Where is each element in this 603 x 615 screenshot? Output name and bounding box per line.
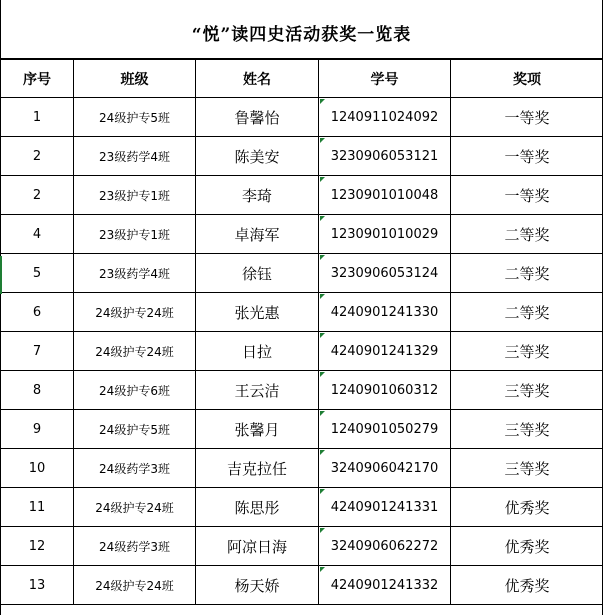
name-cell[interactable]: 阿凉日海 (196, 527, 319, 566)
table-body (1, 98, 603, 605)
table-row (1, 98, 603, 137)
student-id-cell[interactable]: 4240901241331 (319, 488, 451, 527)
award-cell[interactable]: 三等奖 (451, 332, 603, 371)
student-id-cell[interactable]: 1240901060312 (319, 371, 451, 410)
award-cell[interactable]: 二等奖 (451, 254, 603, 293)
awards-table (0, 59, 603, 605)
seq-cell[interactable]: 8 (1, 371, 74, 410)
award-cell[interactable]: 三等奖 (451, 371, 603, 410)
name-cell[interactable]: 陈思彤 (196, 488, 319, 527)
header-name[interactable]: 姓名 (196, 60, 319, 98)
seq-cell[interactable]: 9 (1, 410, 74, 449)
student-id-cell[interactable]: 1230901010029 (319, 215, 451, 254)
student-id-cell[interactable]: 3230906053124 (319, 254, 451, 293)
header-award[interactable]: 奖项 (451, 60, 603, 98)
seq-cell[interactable]: 4 (1, 215, 74, 254)
table-row (1, 527, 603, 566)
class-cell[interactable]: 24级护专24班 (74, 293, 196, 332)
table-row (1, 215, 603, 254)
class-cell[interactable]: 24级护专5班 (74, 410, 196, 449)
seq-cell[interactable]: 11 (1, 488, 74, 527)
name-cell[interactable]: 陈美安 (196, 137, 319, 176)
page-title: “悦”读四史活动获奖一览表 (191, 25, 412, 45)
table-row (1, 449, 603, 488)
table-row (1, 137, 603, 176)
table-row (1, 176, 603, 215)
class-cell[interactable]: 24级药学3班 (74, 527, 196, 566)
table-row (1, 371, 603, 410)
seq-cell[interactable]: 7 (1, 332, 74, 371)
header-seq[interactable]: 序号 (1, 60, 74, 98)
award-cell[interactable]: 优秀奖 (451, 566, 603, 605)
award-cell[interactable]: 一等奖 (451, 176, 603, 215)
class-cell[interactable]: 24级护专24班 (74, 332, 196, 371)
header-student-id[interactable]: 学号 (319, 60, 451, 98)
award-cell[interactable]: 优秀奖 (451, 527, 603, 566)
award-cell[interactable]: 二等奖 (451, 215, 603, 254)
name-cell[interactable]: 徐钰 (196, 254, 319, 293)
student-id-cell[interactable]: 3240906062272 (319, 527, 451, 566)
award-cell[interactable]: 优秀奖 (451, 488, 603, 527)
seq-cell[interactable]: 5 (1, 254, 74, 293)
table-row (1, 332, 603, 371)
student-id-cell[interactable]: 1230901010048 (319, 176, 451, 215)
award-cell[interactable]: 三等奖 (451, 449, 603, 488)
table-row (1, 293, 603, 332)
name-cell[interactable]: 日拉 (196, 332, 319, 371)
award-cell[interactable]: 二等奖 (451, 293, 603, 332)
class-cell[interactable]: 23级护专1班 (74, 176, 196, 215)
student-id-cell[interactable]: 4240901241332 (319, 566, 451, 605)
title-row[interactable] (0, 0, 603, 59)
class-cell[interactable]: 23级护专1班 (74, 215, 196, 254)
name-cell[interactable]: 张馨月 (196, 410, 319, 449)
student-id-cell[interactable]: 4240901241329 (319, 332, 451, 371)
class-cell[interactable]: 24级药学3班 (74, 449, 196, 488)
name-cell[interactable]: 鲁馨怡 (196, 98, 319, 137)
name-cell[interactable]: 张光惠 (196, 293, 319, 332)
award-cell[interactable]: 一等奖 (451, 137, 603, 176)
seq-cell[interactable]: 6 (1, 293, 74, 332)
seq-cell[interactable]: 10 (1, 449, 74, 488)
header-row (1, 60, 603, 98)
header-class[interactable]: 班级 (74, 60, 196, 98)
seq-cell[interactable]: 2 (1, 137, 74, 176)
seq-cell[interactable]: 1 (1, 98, 74, 137)
student-id-cell[interactable]: 3230906053121 (319, 137, 451, 176)
table-row (1, 488, 603, 527)
class-cell[interactable]: 24级护专24班 (74, 566, 196, 605)
student-id-cell[interactable]: 3240906042170 (319, 449, 451, 488)
seq-cell[interactable]: 13 (1, 566, 74, 605)
name-cell[interactable]: 吉克拉任 (196, 449, 319, 488)
seq-cell[interactable]: 12 (1, 527, 74, 566)
class-cell[interactable]: 23级药学4班 (74, 137, 196, 176)
class-cell[interactable]: 24级护专5班 (74, 98, 196, 137)
name-cell[interactable]: 杨天娇 (196, 566, 319, 605)
student-id-cell[interactable]: 1240901050279 (319, 410, 451, 449)
student-id-cell[interactable]: 4240901241330 (319, 293, 451, 332)
name-cell[interactable]: 王云洁 (196, 371, 319, 410)
name-cell[interactable]: 卓海军 (196, 215, 319, 254)
name-cell[interactable]: 李琦 (196, 176, 319, 215)
class-cell[interactable]: 24级护专6班 (74, 371, 196, 410)
class-cell[interactable]: 24级护专24班 (74, 488, 196, 527)
seq-cell[interactable]: 2 (1, 176, 74, 215)
award-cell[interactable]: 一等奖 (451, 98, 603, 137)
class-cell[interactable]: 23级药学4班 (74, 254, 196, 293)
row-selection-marker (0, 256, 2, 294)
student-id-cell[interactable]: 1240911024092 (319, 98, 451, 137)
table-row (1, 410, 603, 449)
award-cell[interactable]: 三等奖 (451, 410, 603, 449)
table-row (1, 566, 603, 605)
table-row (1, 254, 603, 293)
